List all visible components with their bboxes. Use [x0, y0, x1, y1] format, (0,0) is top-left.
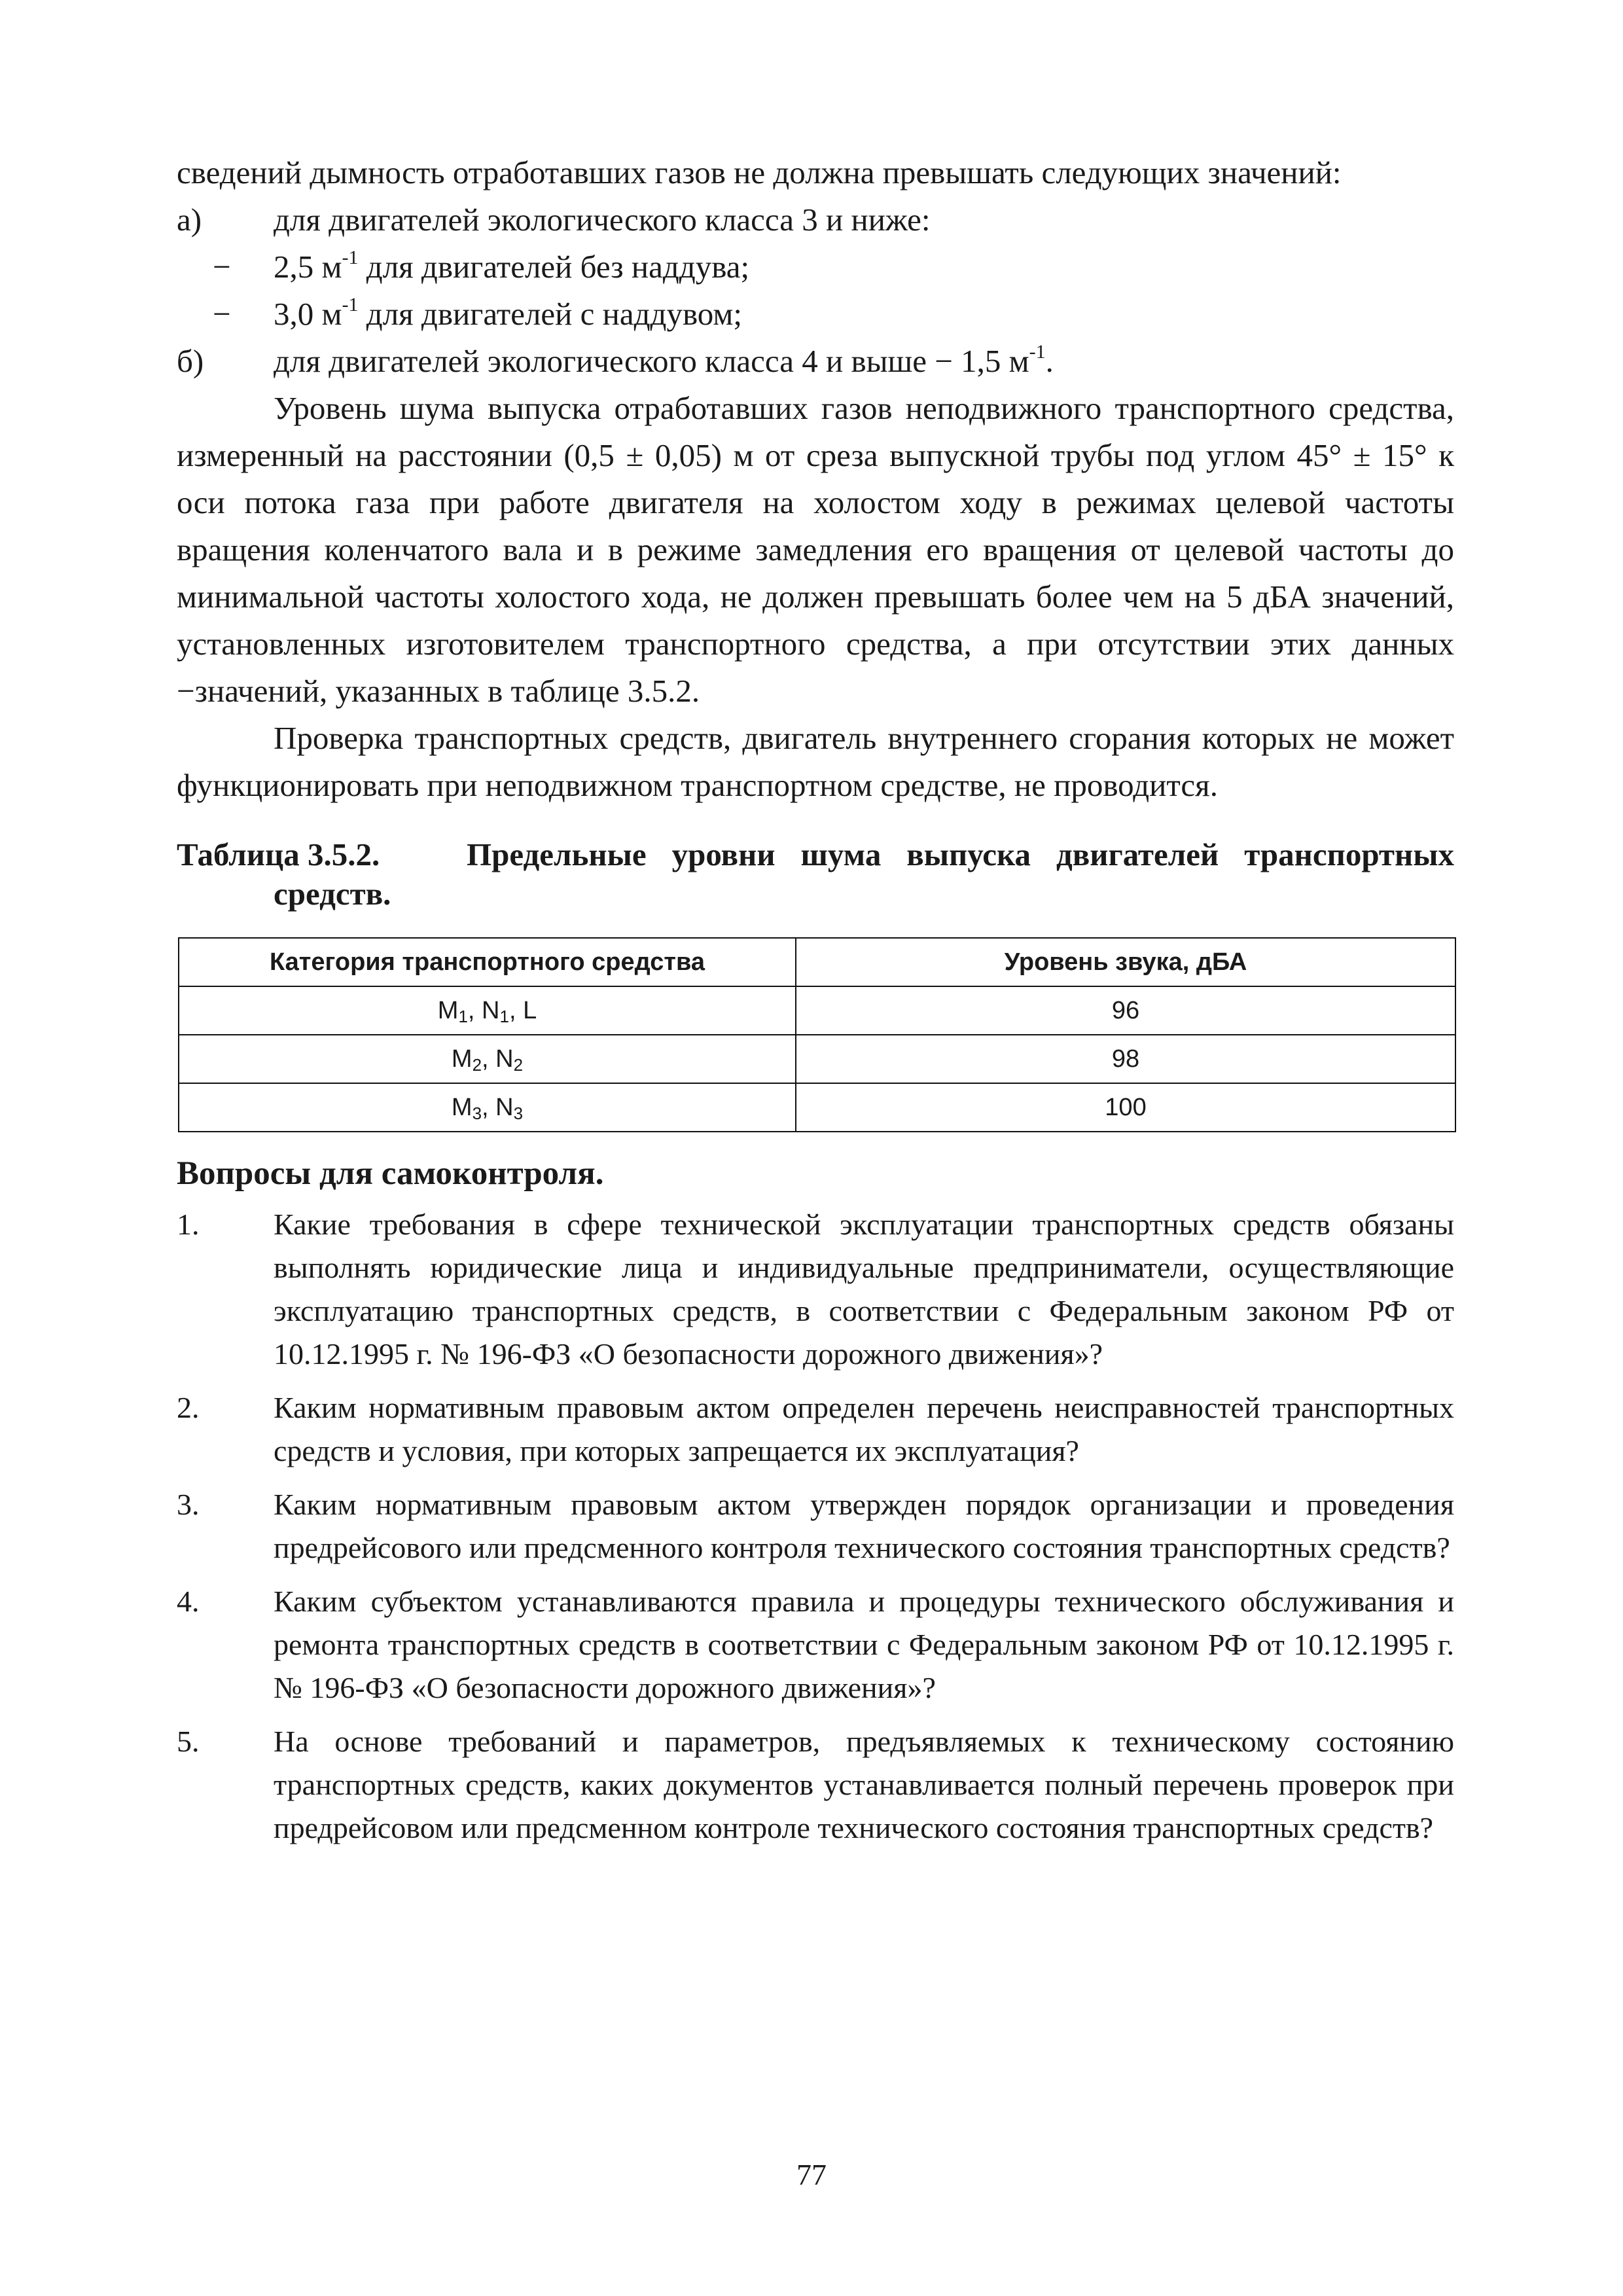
list-item [177, 1386, 1454, 1473]
question-text: Каким субъектом устанавливаются правила и процедуры технического обслуживания и ремонта транспортных средств в соответствии с Федеральным законом РФ от 10.12.1995 г. № 196-ФЗ «О безопасности дорожного движения»? [274, 1585, 1454, 1704]
question-text: Каким нормативным правовым актом утвержден порядок организации и проведения предрейсового или предсменного контроля технического состояния транспортных средств? [274, 1488, 1454, 1564]
column-header-category: Категория транспортного средства [179, 938, 796, 986]
dash-item-1 [177, 243, 1454, 291]
document-page [177, 149, 1454, 1860]
table-label: Таблица 3.5.2. [177, 836, 380, 872]
question-text: Каким нормативным правовым актом определен перечень неисправностей транспортных средств и условия, при которых запрещается их эксплуатация? [274, 1391, 1454, 1467]
table-row [179, 1083, 1455, 1132]
intro-paragraph: сведений дымность отработавших газов не должна превышать следующих значений: [177, 154, 1342, 190]
dash1-rest: для двигателей без наддува; [358, 249, 750, 285]
dash1-value: 2,5 м [274, 249, 342, 285]
check-paragraph: Проверка транспортных средств, двигатель внутреннего сгорания которых не может функционировать при неподвижном транспортном средстве, не проводится. [177, 720, 1454, 803]
table-header-row [179, 938, 1455, 986]
question-number: 5. [177, 1725, 200, 1758]
list-marker-b: б) [177, 343, 204, 379]
question-number: 2. [177, 1391, 200, 1424]
level-cell: 100 [796, 1083, 1455, 1132]
list-item [177, 1720, 1454, 1850]
dash2-value: 3,0 м [274, 296, 342, 332]
list-item-b [177, 338, 1454, 385]
level-cell: 98 [796, 1035, 1455, 1083]
questions-list [177, 1203, 1454, 1850]
question-text: Какие требования в сфере технической эксплуатации транспортных средств обязаны выполнять юридические лица и индивидуальные предприниматели, осуществляющие эксплуатацию транспортных средств, в соответствии с Федеральным законом РФ от 10.12.1995 г. № 196-ФЗ «О безопасности дорожного движения»? [274, 1208, 1454, 1371]
list-b-end: . [1045, 343, 1054, 379]
level-cell: 96 [796, 986, 1455, 1035]
dash-marker: − [213, 249, 231, 285]
list-b-sup: -1 [1029, 340, 1046, 363]
question-number: 4. [177, 1585, 200, 1618]
list-item [177, 1580, 1454, 1710]
category-cell: $M_2$, $N_2$ [179, 1035, 796, 1083]
dash1-sup: -1 [342, 246, 359, 268]
questions-heading: Вопросы для самоконтроля. [177, 1155, 604, 1192]
table-row [179, 986, 1455, 1035]
list-text-a: для двигателей экологического класса 3 и ниже: [274, 202, 931, 238]
list-item [177, 1483, 1454, 1570]
question-number: 3. [177, 1488, 200, 1521]
dash-item-2 [177, 291, 1454, 338]
noise-limits-table [178, 937, 1456, 1132]
dash2-rest: для двигателей с наддувом; [358, 296, 742, 332]
table-caption [177, 835, 1454, 914]
noise-paragraph: Уровень шума выпуска отработавших газов неподвижного транспортного средства, измеренный на расстоянии (0,5 ± 0,05) м от среза выпускной трубы под углом 45° ± 15° к оси потока газа при работе двигателя на холостом ходу в режимах целевой частоты вращения коленчатого вала и в режиме замедления его вращения от целевой частоты до минимальной частоты холостого хода, не должен превышать более чем на 5 дБА значений, установленных изготовителем транспортного средства, а при отсутствии этих данных −значений, указанных в таблице 3.5.2. [177, 390, 1454, 709]
question-number: 1. [177, 1208, 200, 1241]
category-cell: $M_1$, $N_1$, L [179, 986, 796, 1035]
question-text: На основе требований и параметров, предъявляемых к техническому состоянию транспортных средств, каких документов устанавливается полный перечень проверок при предрейсовом или предсменном контроле технического состояния транспортных средств? [274, 1725, 1454, 1844]
dash-marker: − [213, 296, 231, 332]
list-marker-a: а) [177, 202, 202, 238]
table-caption-line2: средств. [274, 876, 391, 912]
column-header-level: Уровень звука, дБА [796, 938, 1455, 986]
category-cell: $M_3$, $N_3$ [179, 1083, 796, 1132]
list-text-b: для двигателей экологического класса 4 и выше − 1,5 м [274, 343, 1029, 379]
list-item-a [177, 196, 1454, 243]
dash2-sup: -1 [342, 293, 359, 315]
list-item [177, 1203, 1454, 1376]
page-number: 77 [796, 2158, 827, 2191]
table-row [179, 1035, 1455, 1083]
table-caption-line1: Предельные уровни шума выпуска двигателей транспортных [467, 836, 1454, 872]
